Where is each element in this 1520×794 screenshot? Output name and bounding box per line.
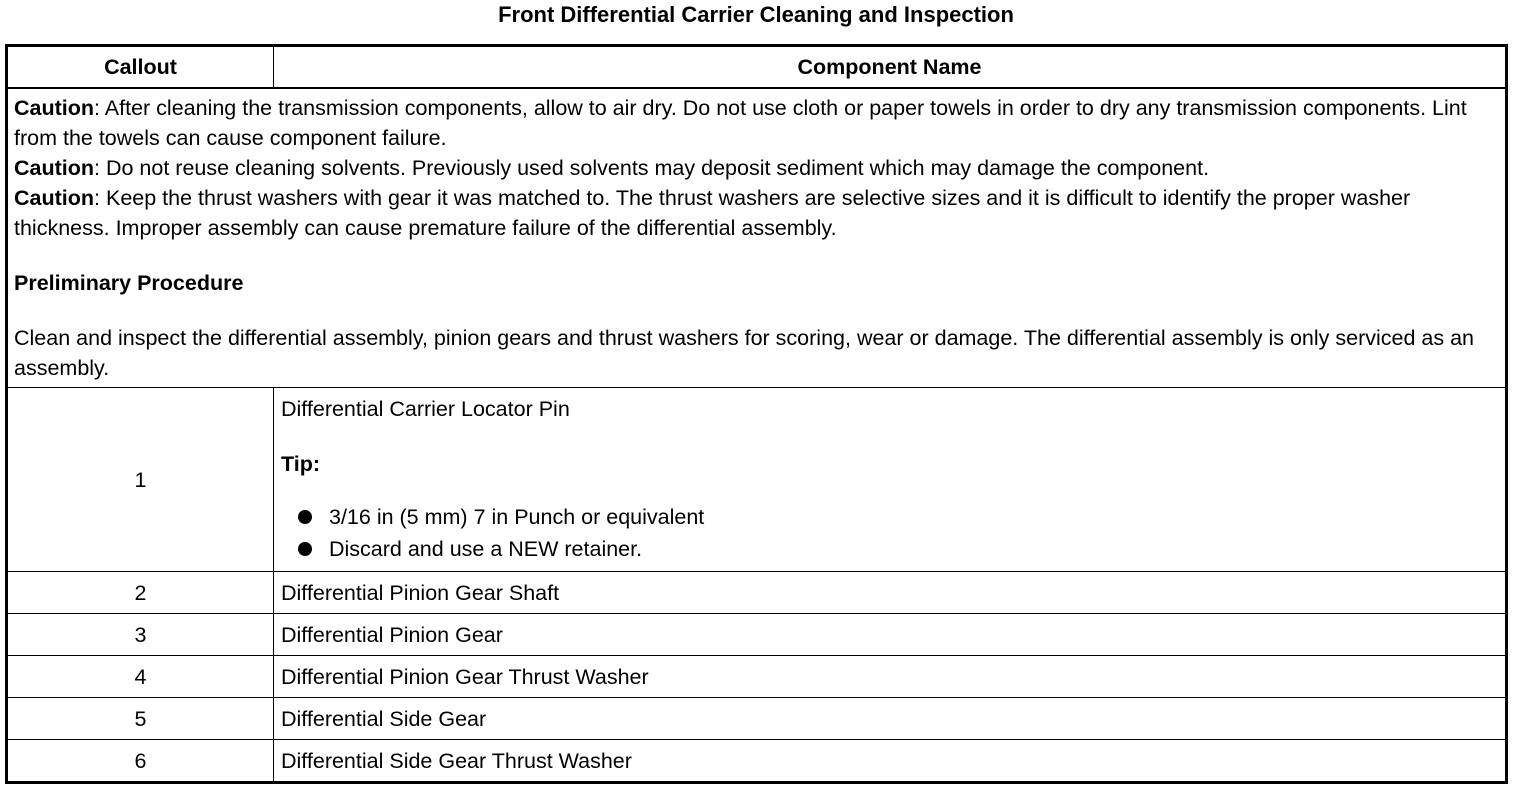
component-name-cell bbox=[274, 388, 1507, 572]
component-name: Differential Carrier Locator Pin bbox=[281, 397, 570, 421]
caution-text: : After cleaning the transmission components, allow to air dry. Do not use cloth or paper towels in order to dry any transmission components. Lint from the towels can cause component failure. bbox=[14, 96, 1467, 150]
caution-text: : Keep the thrust washers with gear it was matched to. The thrust washers are selective sizes and it is difficult to identify the proper washer thickness. Improper assembly can cause premature failure of the differential assembly. bbox=[14, 186, 1411, 240]
table-row bbox=[7, 740, 1507, 783]
tip-list bbox=[281, 501, 1505, 565]
caution-label: Caution bbox=[14, 186, 95, 210]
component-name: Differential Side Gear bbox=[274, 698, 1507, 740]
table-row bbox=[7, 656, 1507, 698]
preliminary-procedure-text: Clean and inspect the differential assembly, pinion gears and thrust washers for scoring, wear or damage. The differential assembly is only serviced as an assembly. bbox=[14, 326, 1474, 380]
component-name: Differential Pinion Gear Shaft bbox=[274, 572, 1507, 614]
table-row bbox=[7, 388, 1507, 572]
bullet-dot-icon bbox=[298, 510, 312, 524]
notes-cell bbox=[7, 88, 1507, 388]
caution-note-3 bbox=[14, 183, 1499, 243]
table-row bbox=[7, 614, 1507, 656]
callout-number: 5 bbox=[7, 698, 274, 740]
table-header-row bbox=[7, 46, 1507, 89]
component-name: Differential Pinion Gear Thrust Washer bbox=[274, 656, 1507, 698]
table-row bbox=[7, 698, 1507, 740]
callout-number: 6 bbox=[7, 740, 274, 783]
caution-label: Caution bbox=[14, 156, 95, 180]
component-name: Differential Pinion Gear bbox=[274, 614, 1507, 656]
tip-item bbox=[281, 533, 1505, 565]
document-title: Front Differential Carrier Cleaning and Inspection bbox=[498, 2, 1014, 27]
preliminary-procedure-heading: Preliminary Procedure bbox=[14, 271, 244, 295]
callout-number: 3 bbox=[7, 614, 274, 656]
callout-number: 1 bbox=[7, 388, 274, 572]
callout-number: 2 bbox=[7, 572, 274, 614]
caution-note-1 bbox=[14, 93, 1499, 153]
notes-row bbox=[7, 88, 1507, 388]
bullet-dot-icon bbox=[298, 542, 312, 556]
tip-text: Discard and use a NEW retainer. bbox=[329, 537, 643, 561]
component-table bbox=[5, 44, 1508, 784]
callout-number: 4 bbox=[7, 656, 274, 698]
caution-note-2 bbox=[14, 153, 1499, 183]
component-name: Differential Side Gear Thrust Washer bbox=[274, 740, 1507, 783]
caution-label: Caution bbox=[14, 96, 95, 120]
tip-text: 3/16 in (5 mm) 7 in Punch or equivalent bbox=[329, 505, 705, 529]
tip-item bbox=[281, 501, 1505, 533]
component-name-header: Component Name bbox=[274, 46, 1507, 89]
tip-label: Tip: bbox=[281, 452, 321, 476]
table-row bbox=[7, 572, 1507, 614]
callout-header: Callout bbox=[7, 46, 274, 89]
caution-text: : Do not reuse cleaning solvents. Previously used solvents may deposit sediment which may damage the component. bbox=[94, 156, 1210, 180]
